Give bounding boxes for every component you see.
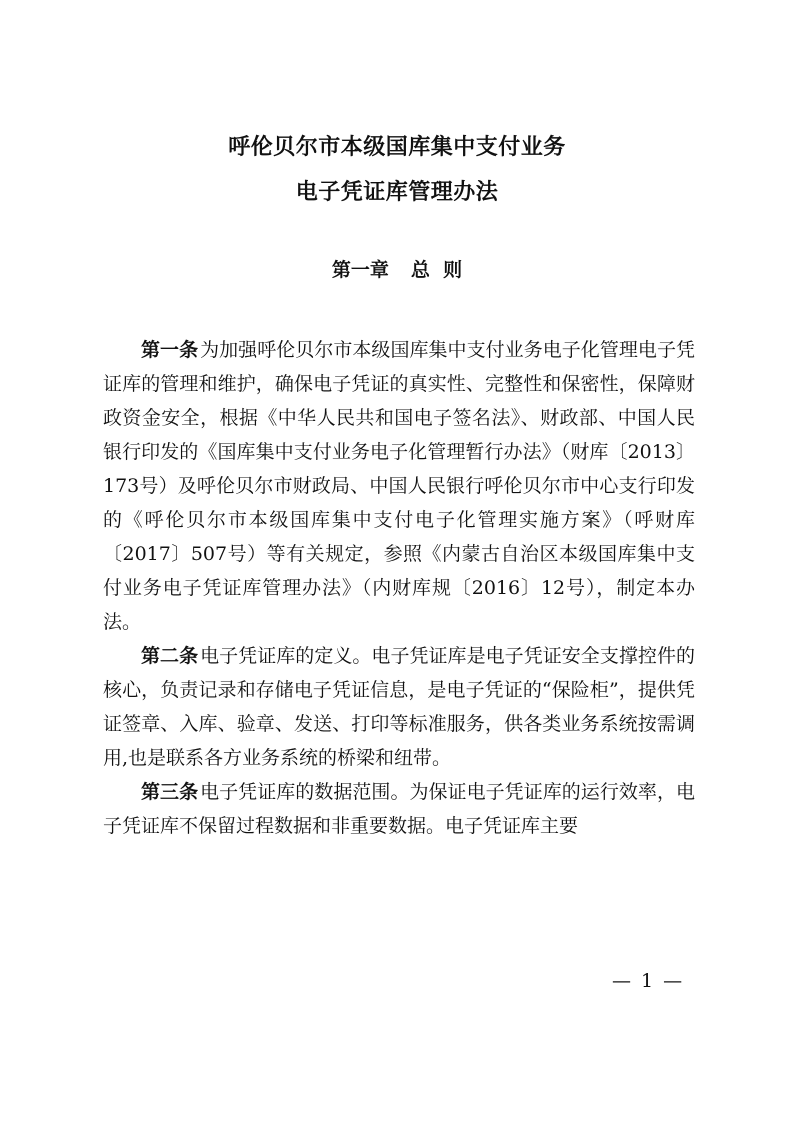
article-label: 第二条 [141,645,199,667]
chapter-heading [0,255,794,282]
document-title-line-2: 电子凭证库管理办法 [295,179,499,205]
article-text: 电子凭证库的定义。电子凭证库是电子凭证安全支撑控件的核心，负责记录和存储电子凭证信息，是电子凭证的“保险柜”，提供凭证签章、入库、验章、发送、打印等标准服务，供各类业务系统按需调用,也是联系各方业务系统的桥梁和纽带。 [103,645,695,769]
article-paragraph [103,775,695,843]
article-text: 电子凭证库的数据范围。为保证电子凭证库的运行效率，电子凭证库不保留过程数据和非重要数据。电子凭证库主要 [103,781,695,837]
document-body [103,333,695,843]
article-text: 为加强呼伦贝尔市本级国库集中支付业务电子化管理电子凭证库的管理和维护，确保电子凭证的真实性、完整性和保密性，保障财政资金安全，根据《中华人民共和国电子签名法》、财政部、中国人民银行印发的《国库集中支付业务电子化管理暂行办法》（财库〔2013〕173号）及呼伦贝尔市财政局、中国人民银行呼伦贝尔市中心支行印发的《呼伦贝尔市本级国库集中支付电子化管理实施方案》（呼财库〔2017〕507号）等有关规定，参照《内蒙古自治区本级国库集中支付业务电子凭证库管理办法》（内财库规〔2016〕12号），制定本办法。 [103,339,695,633]
document-title-line-1: 呼伦贝尔市本级国库集中支付业务 [228,134,566,160]
chapter-title: 总 则 [410,259,463,281]
article-paragraph [103,333,695,639]
article-paragraph [103,639,695,775]
article-label: 第三条 [141,781,199,803]
chapter-number: 第一章 [331,259,389,281]
article-label: 第一条 [141,339,199,361]
page-number: — 1 — [612,970,685,992]
